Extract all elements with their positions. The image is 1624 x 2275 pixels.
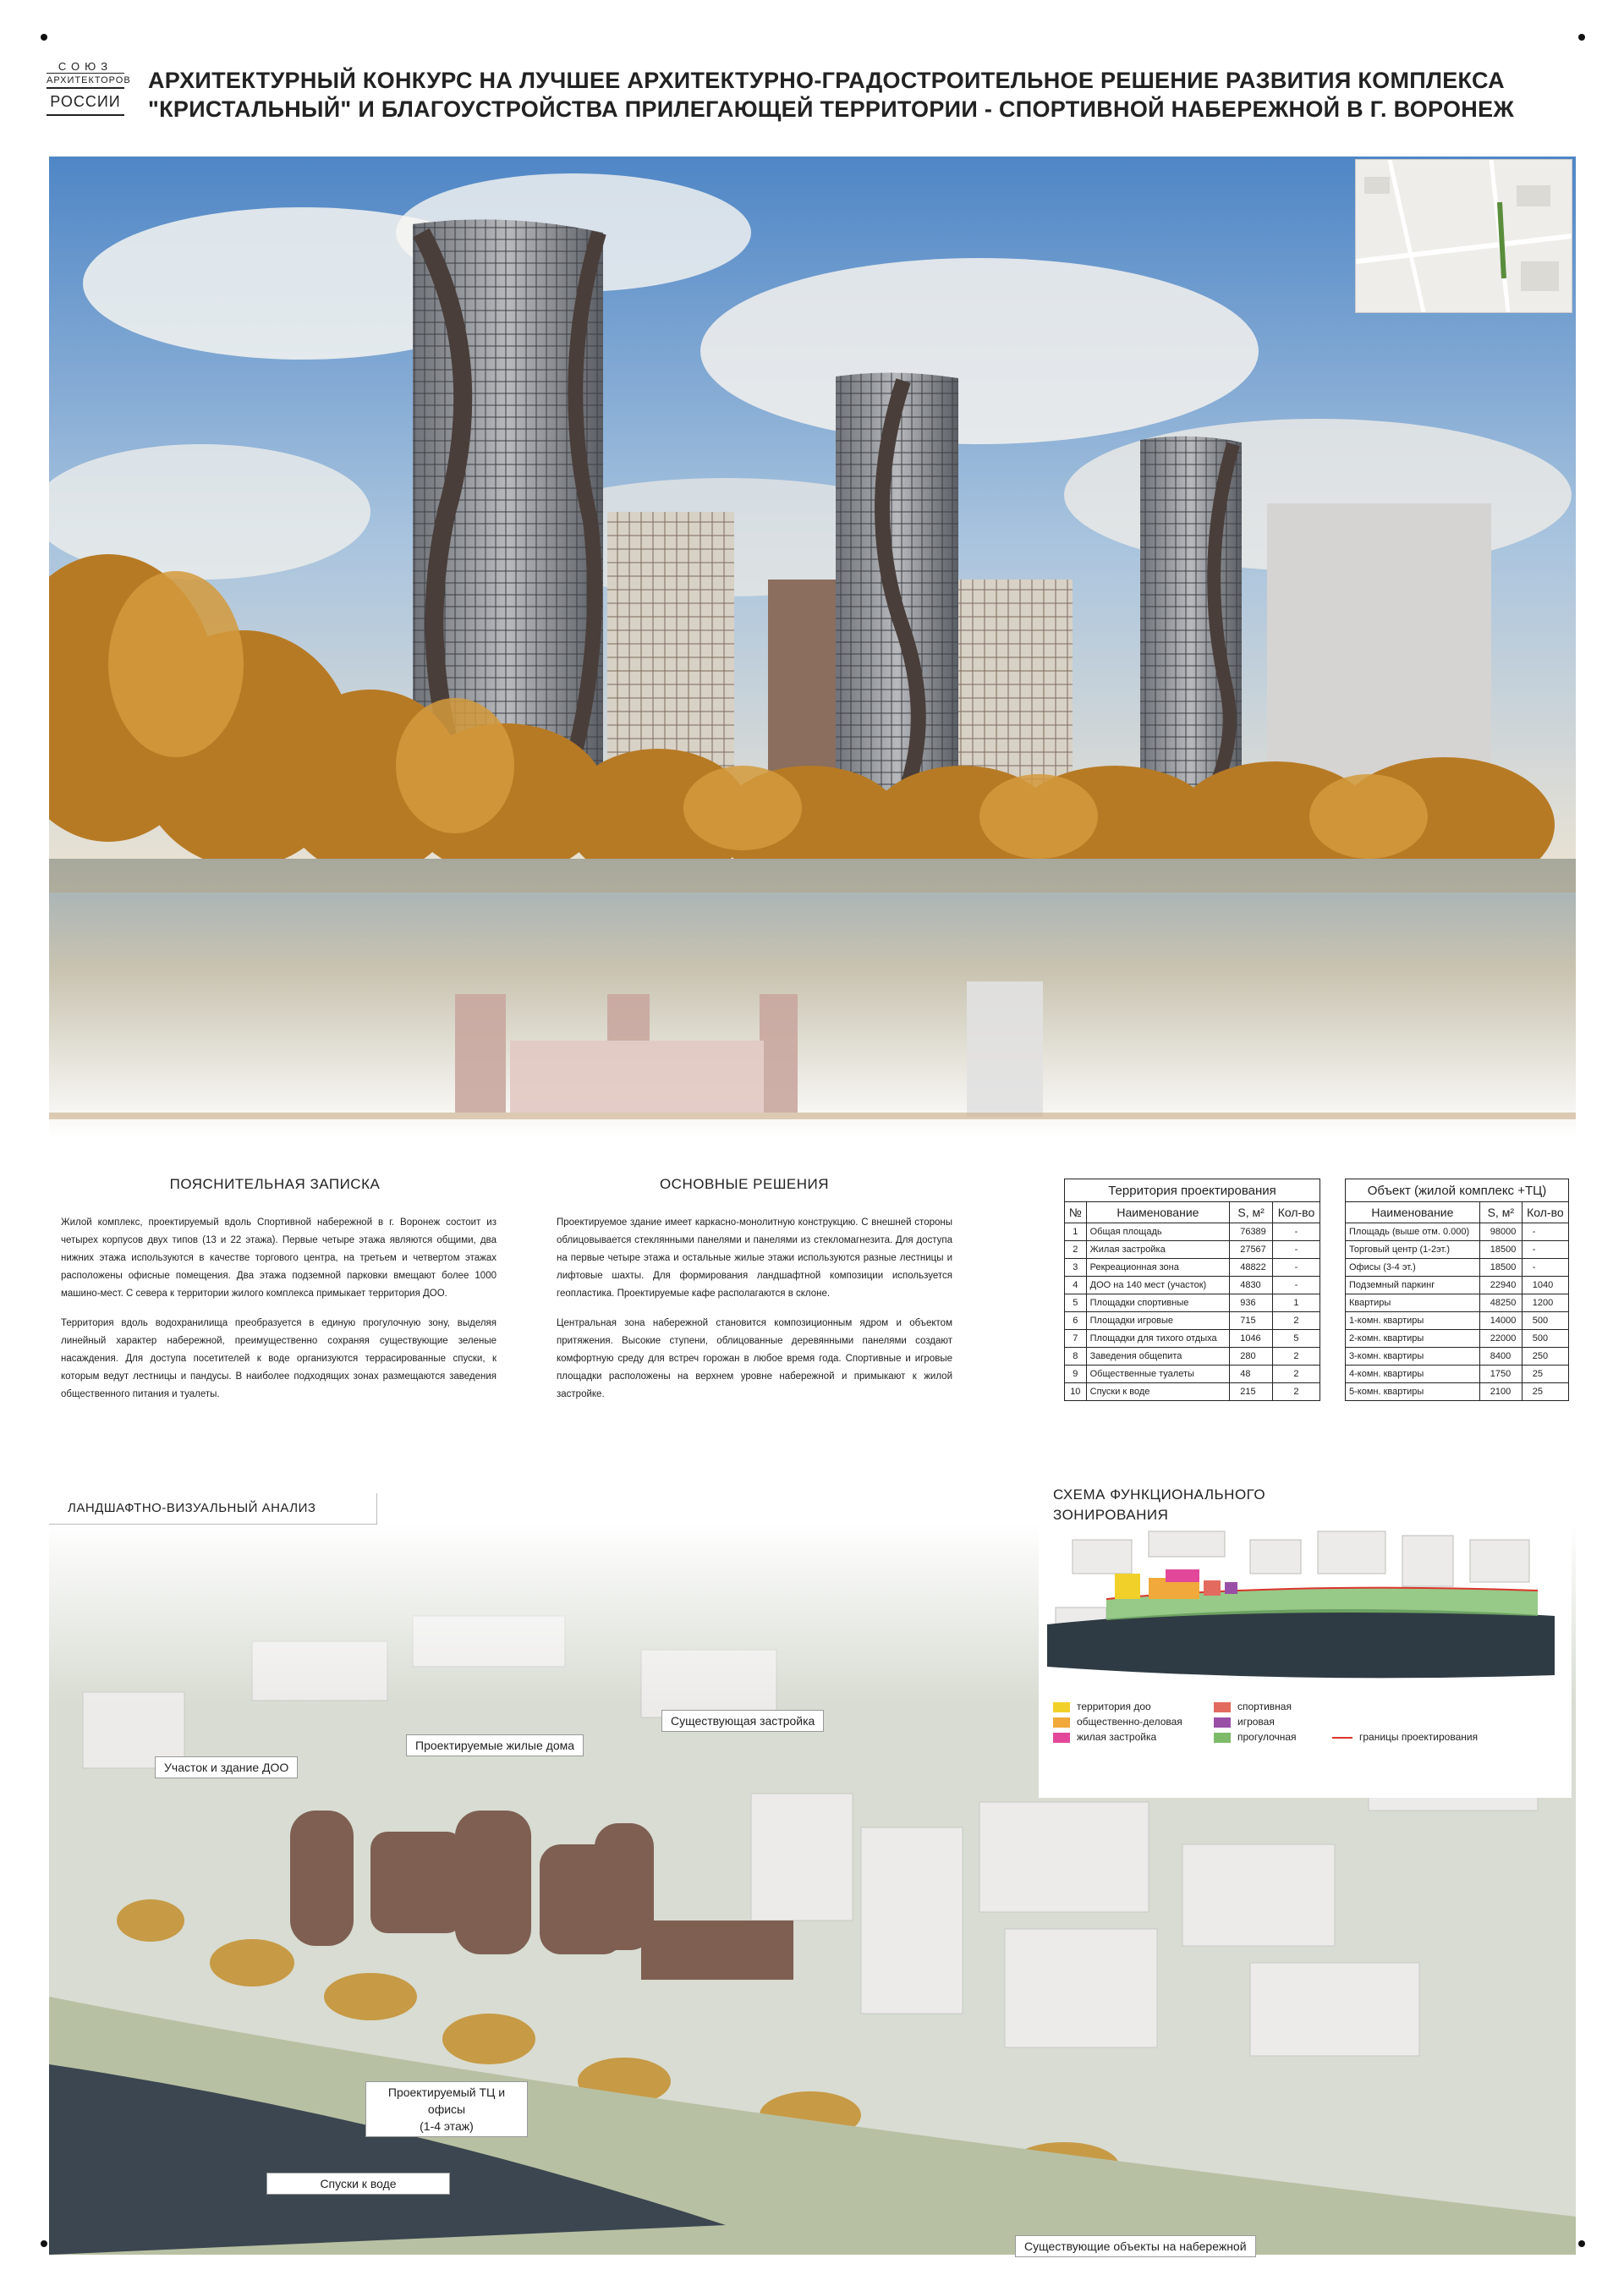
table-row (1065, 1241, 1320, 1259)
zoning-map-illustration (1039, 1481, 1572, 1798)
table-cell: Офисы (3-4 эт.) (1346, 1259, 1480, 1277)
legend-label: прогулочная (1237, 1731, 1297, 1743)
corner-dot (41, 34, 47, 41)
legend-item (1053, 1714, 1182, 1729)
table-cell: Подземный паркинг (1346, 1277, 1480, 1294)
legend-item (1332, 1729, 1478, 1745)
table-cell: 1200 (1522, 1294, 1568, 1312)
zoning-title-line-1: СХЕМА ФУНКЦИОНАЛЬНОГО (1053, 1486, 1266, 1503)
table-cell: ДОО на 140 мест (участок) (1086, 1277, 1230, 1294)
legend-label: общественно-деловая (1077, 1716, 1182, 1728)
table-cell: - (1272, 1223, 1320, 1241)
table-row (1065, 1223, 1320, 1241)
table-cell: Заведения общепита (1086, 1348, 1230, 1366)
table-cell: 22940 (1479, 1277, 1522, 1294)
table-cell: 2 (1065, 1241, 1087, 1259)
table-row (1065, 1294, 1320, 1312)
functional-zoning-panel (1039, 1481, 1572, 1798)
object-table-header-cell: S, м² (1479, 1202, 1522, 1223)
zoning-legend (1053, 1699, 1561, 1750)
title-line-1: АРХИТЕКТУРНЫЙ КОНКУРС НА ЛУЧШЕЕ АРХИТЕКТУРНО-ГРАДОСТРОИТЕЛЬНОЕ РЕШЕНИЕ РАЗВИТИЯ КОМПЛЕКСА (148, 68, 1505, 93)
table-cell: 2 (1272, 1383, 1320, 1401)
table-row (1065, 1383, 1320, 1401)
table-cell: 250 (1522, 1348, 1568, 1366)
table-row (1065, 1312, 1320, 1330)
object-table-header-cell: Кол-во (1522, 1202, 1568, 1223)
table-cell: 8 (1065, 1348, 1087, 1366)
object-table-header-cell: Наименование (1346, 1202, 1480, 1223)
table-cell: - (1272, 1277, 1320, 1294)
location-minimap (1355, 159, 1572, 313)
table-cell: 25 (1522, 1366, 1568, 1383)
table-row (1346, 1383, 1569, 1401)
table-row (1346, 1330, 1569, 1348)
table-cell: 4830 (1230, 1277, 1273, 1294)
legend-swatch (1214, 1733, 1231, 1743)
explanatory-paragraph-2: Территория вдоль водохранилища преобразуется в единую прогулочную зону, выделяя линейный характер набережной, преимущественно сохраняя существующие зеленые насаждения. Для доступа посетителей к воде организуются террасированные спуски, к которым ведут лестницы и пандусы. В наиболее подходящих зонах размещаются заведения общественного питания и туалеты. (61, 1318, 497, 1399)
table-cell: 215 (1230, 1383, 1273, 1401)
table-cell: 1040 (1522, 1277, 1568, 1294)
table-cell: 27567 (1230, 1241, 1273, 1259)
table-row (1346, 1312, 1569, 1330)
table-row (1346, 1223, 1569, 1241)
legend-label: спортивная (1237, 1701, 1292, 1712)
zoning-title (1053, 1485, 1265, 1525)
table-cell: Площадки спортивные (1086, 1294, 1230, 1312)
legend-swatch (1332, 1737, 1352, 1739)
territory-table-header-row (1065, 1202, 1320, 1223)
table-cell: - (1522, 1223, 1568, 1241)
callout-mall (365, 2081, 528, 2137)
minimap-illustration (1356, 160, 1572, 312)
legend-item (1214, 1699, 1292, 1714)
callout-existing: Существующая застройка (661, 1710, 824, 1732)
callout-mall-line-2: (1-4 этаж) (420, 2119, 474, 2133)
table-row (1065, 1259, 1320, 1277)
table-cell: 3-комн. квартиры (1346, 1348, 1480, 1366)
table-cell: 2 (1272, 1366, 1320, 1383)
table-cell: Квартиры (1346, 1294, 1480, 1312)
table-row (1346, 1366, 1569, 1383)
table-cell: 18500 (1479, 1259, 1522, 1277)
table-cell: 4-комн. квартиры (1346, 1366, 1480, 1383)
table-row (1346, 1294, 1569, 1312)
table-cell: 1046 (1230, 1330, 1273, 1348)
table-cell: 1750 (1479, 1366, 1522, 1383)
table-cell: Площадь (выше отм. 0.000) (1346, 1223, 1480, 1241)
legend-swatch (1053, 1702, 1070, 1712)
table-cell: 5-комн. квартиры (1346, 1383, 1480, 1401)
callout-residential: Проектируемые жилые дома (406, 1734, 584, 1756)
table-cell: 6 (1065, 1312, 1087, 1330)
title-line-2: "КРИСТАЛЬНЫЙ" И БЛАГОУСТРОЙСТВА ПРИЛЕГАЮЩЕЙ ТЕРРИТОРИИ - СПОРТИВНОЙ НАБЕРЕЖНОЙ В Г. ВОРОНЕЖ (148, 96, 1515, 122)
table-cell: - (1272, 1241, 1320, 1259)
table-cell: 10 (1065, 1383, 1087, 1401)
table-cell: 76389 (1230, 1223, 1273, 1241)
table-cell: 5 (1272, 1330, 1320, 1348)
callout-descents: Спуски к воде (266, 2173, 450, 2195)
table-cell: 2 (1272, 1348, 1320, 1366)
callout-mall-line-1: Проектируемый ТЦ и офисы (387, 2085, 506, 2116)
table-cell: Общественные туалеты (1086, 1366, 1230, 1383)
callout-doo: Участок и здание ДОО (155, 1756, 298, 1778)
hero-render-image (49, 157, 1576, 1138)
table-cell: Площадки игровые (1086, 1312, 1230, 1330)
table-cell: Общая площадь (1086, 1223, 1230, 1241)
table-cell: - (1522, 1241, 1568, 1259)
table-cell: 8400 (1479, 1348, 1522, 1366)
table-cell: 3 (1065, 1259, 1087, 1277)
table-cell: Торговый центр (1-2эт.) (1346, 1241, 1480, 1259)
table-row (1346, 1259, 1569, 1277)
legend-item (1214, 1729, 1297, 1745)
explanatory-paragraph-1: Жилой комплекс, проектируемый вдоль Спортивной набережной в г. Воронеж состоит из четырех корпусов двух типов (13 и 22 этажа). Первые четыре этажа являются общими, два нижних этажа используются в качестве торгового центра, на третьем и четвертом этажах расположены офисные помещения. Два этажа подземной парковки вмещают более 1000 машино-мест. С севера к территории жилого комплекса примыкает территория ДОО. (61, 1217, 497, 1299)
table-cell: 25 (1522, 1383, 1568, 1401)
table-cell: 2100 (1479, 1383, 1522, 1401)
table-cell: 280 (1230, 1348, 1273, 1366)
object-table (1345, 1179, 1569, 1401)
legend-item (1214, 1714, 1275, 1729)
table-cell: Рекреационная зона (1086, 1259, 1230, 1277)
object-table-body (1346, 1223, 1569, 1401)
territory-table-body (1065, 1223, 1320, 1401)
main-solutions-heading: ОСНОВНЫЕ РЕШЕНИЯ (659, 1176, 830, 1192)
table-cell: 18500 (1479, 1241, 1522, 1259)
table-cell: 715 (1230, 1312, 1273, 1330)
logo-line-2: АРХИТЕКТОРОВ (47, 74, 124, 89)
logo-line-3: РОССИИ (47, 89, 124, 116)
landscape-analysis-label: ЛАНДШАФТНО-ВИЗУАЛЬНЫЙ АНАЛИЗ (49, 1493, 377, 1525)
logo-line-1: СОЮЗ (47, 61, 124, 74)
table-cell: 500 (1522, 1312, 1568, 1330)
table-cell: 2 (1272, 1312, 1320, 1330)
table-row (1346, 1348, 1569, 1366)
explanatory-note-heading: ПОЯСНИТЕЛЬНАЯ ЗАПИСКА (169, 1176, 381, 1192)
table-cell: Жилая застройка (1086, 1241, 1230, 1259)
table-cell: Площадки для тихого отдыха (1086, 1330, 1230, 1348)
table-cell: 22000 (1479, 1330, 1522, 1348)
explanatory-note-body (61, 1214, 497, 1404)
table-row (1346, 1241, 1569, 1259)
corner-dot (1578, 2240, 1585, 2247)
table-cell: 4 (1065, 1277, 1087, 1294)
object-table-header-row (1346, 1202, 1569, 1223)
table-cell: 48 (1230, 1366, 1273, 1383)
zoning-title-line-2: ЗОНИРОВАНИЯ (1053, 1507, 1169, 1523)
table-row (1065, 1277, 1320, 1294)
legend-item (1053, 1729, 1156, 1745)
main-solutions-body (557, 1214, 952, 1404)
legend-swatch (1053, 1717, 1070, 1728)
union-of-architects-logo (47, 60, 131, 137)
legend-label: жилая застройка (1077, 1731, 1157, 1743)
callout-embankment-objects: Существующие объекты на набережной (1015, 2235, 1256, 2257)
table-row (1065, 1348, 1320, 1366)
territory-table-header-cell: Наименование (1086, 1202, 1230, 1223)
solutions-paragraph-2: Центральная зона набережной становится композиционным ядром и объектом притяжения. Высокие ступени, облицованные деревянными панелями создают комфортную среду для встреч горожан в любое время года. Спортивные и игровые площадки расположены на верхнем уровне набережной и примыкают к жилой застройке. (557, 1318, 952, 1399)
legend-swatch (1053, 1733, 1070, 1743)
territory-table-header-cell: Кол-во (1272, 1202, 1320, 1223)
table-row (1065, 1366, 1320, 1383)
table-cell: 2-комн. квартиры (1346, 1330, 1480, 1348)
table-cell: 500 (1522, 1330, 1568, 1348)
legend-swatch (1214, 1717, 1231, 1728)
territory-table-header-cell: S, м² (1230, 1202, 1273, 1223)
table-cell: 48250 (1479, 1294, 1522, 1312)
legend-label: игровая (1237, 1716, 1275, 1728)
legend-label: территория доо (1077, 1701, 1151, 1712)
table-cell: - (1272, 1259, 1320, 1277)
table-cell: 1 (1272, 1294, 1320, 1312)
waterfront-render-illustration (49, 157, 1576, 1138)
table-cell: 14000 (1479, 1312, 1522, 1330)
legend-swatch (1214, 1702, 1231, 1712)
object-table-caption: Объект (жилой комплекс +ТЦ) (1346, 1179, 1569, 1202)
legend-label: границы проектирования (1359, 1731, 1479, 1743)
table-cell: 936 (1230, 1294, 1273, 1312)
table-row (1065, 1330, 1320, 1348)
table-cell: 9 (1065, 1366, 1087, 1383)
poster-title (148, 66, 1569, 124)
legend-item (1053, 1699, 1151, 1714)
table-cell: 98000 (1479, 1223, 1522, 1241)
territory-table-caption: Территория проектирования (1065, 1179, 1320, 1202)
territory-table (1064, 1179, 1320, 1401)
solutions-paragraph-1: Проектируемое здание имеет каркасно-монолитную конструкцию. С внешней стороны облицовывается стеклянными панелями и панелями из стекломагнезита. Для доступа на первые четыре этажа и остальные жилые этажи используются разные лестницы и лифтовые шахты. Для формирования ландшафтной композиции используется геопластика. Проектируемые кафе располагаются в склоне. (557, 1217, 952, 1299)
table-cell: 5 (1065, 1294, 1087, 1312)
table-cell: 7 (1065, 1330, 1087, 1348)
table-cell: 1-комн. квартиры (1346, 1312, 1480, 1330)
territory-table-header-cell: № (1065, 1202, 1087, 1223)
table-cell: 1 (1065, 1223, 1087, 1241)
corner-dot (41, 2240, 47, 2247)
table-cell: Спуски к воде (1086, 1383, 1230, 1401)
table-cell: 48822 (1230, 1259, 1273, 1277)
table-row (1346, 1277, 1569, 1294)
table-cell: - (1522, 1259, 1568, 1277)
corner-dot (1578, 34, 1585, 41)
